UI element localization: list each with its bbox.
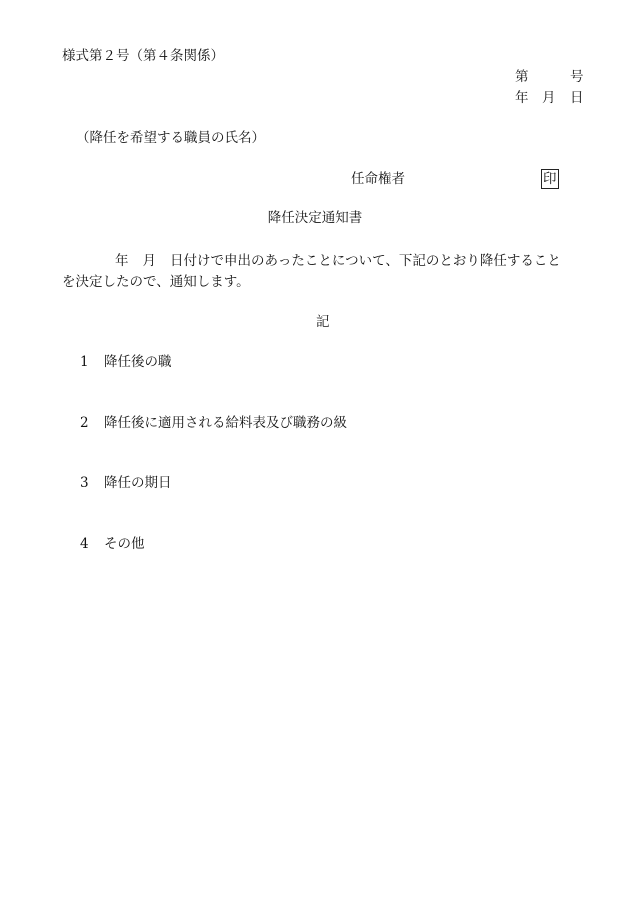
list-item: [80, 415, 347, 431]
body-paragraph: [62, 251, 572, 293]
recipient-name: （降任を希望する職員の氏名）: [76, 130, 265, 146]
document-number-prefix: 第: [515, 69, 529, 85]
item-label: 降任後に適用される給料表及び職務の級: [104, 415, 347, 431]
seal-mark: 印: [543, 171, 557, 187]
form-number: 様式第２号（第４条関係）: [62, 48, 224, 64]
date-month: 月: [542, 90, 556, 106]
body-year: 年: [115, 253, 129, 269]
date-day: 日: [570, 90, 584, 106]
list-item: [80, 475, 172, 491]
document-number-suffix: 号: [570, 69, 584, 85]
list-item: [80, 354, 172, 370]
document-title: 降任決定通知書: [267, 210, 363, 226]
item-number: 2: [80, 415, 89, 431]
item-label: その他: [104, 536, 145, 552]
item-number: 3: [80, 475, 89, 491]
item-number: 4: [80, 536, 89, 552]
appointer-label: 任命権者: [351, 171, 405, 187]
item-number: 1: [80, 354, 89, 370]
list-item: [80, 536, 145, 552]
body-text: 日付けで申出のあったことについて、下記のとおり降任することを決定したので、通知します。: [62, 253, 561, 290]
date-year: 年: [515, 90, 529, 106]
item-label: 降任の期日: [104, 475, 172, 491]
body-month: 月: [142, 253, 156, 269]
item-label: 降任後の職: [104, 354, 172, 370]
note-heading: 記: [316, 314, 330, 330]
